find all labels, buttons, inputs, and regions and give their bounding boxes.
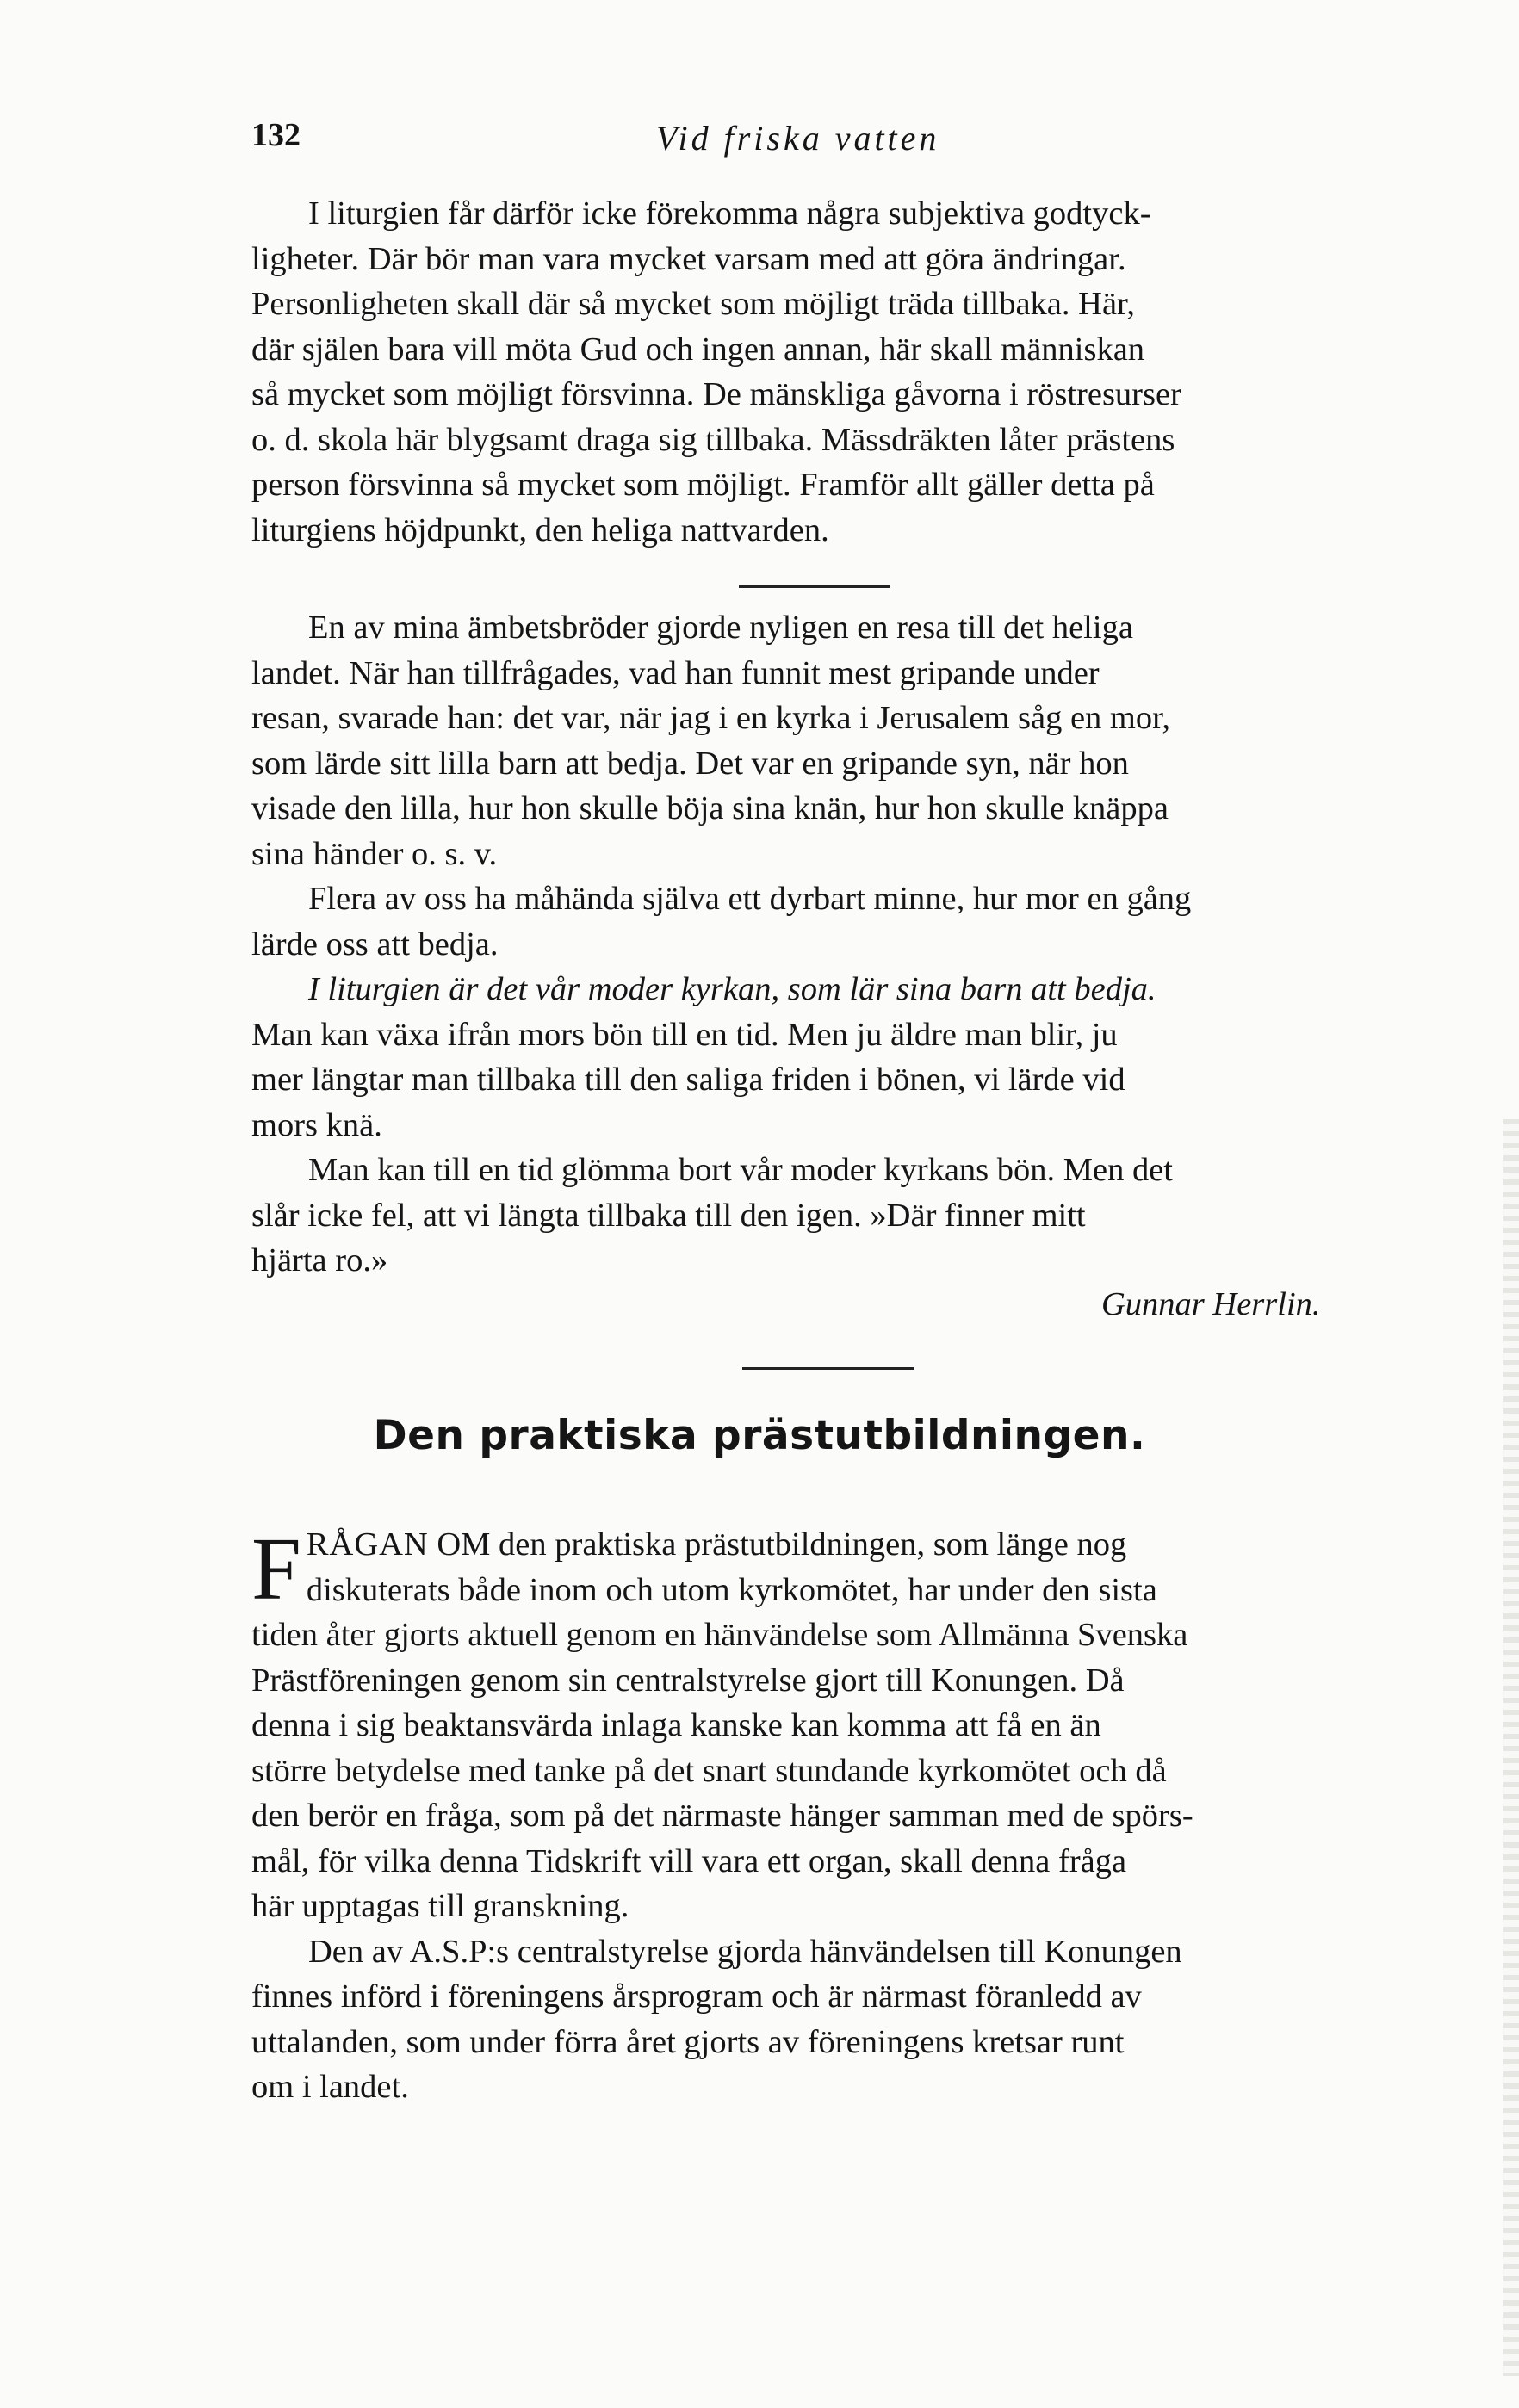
text-line: mer längtar man tillbaka till den saliga friden i bönen, vi lärde vid [251, 1062, 1125, 1098]
article-prayer [251, 605, 1427, 1284]
text-line: sina händer o. s. v. [251, 835, 498, 872]
text-line: den berör en fråga, som på det närmaste hänger samman med de spörs- [251, 1798, 1194, 1834]
text-line: så mycket som möjligt försvinna. De mänskliga gåvorna i röstresurser [251, 376, 1181, 412]
text-line: visade den lilla, hur hon skulle böja sina knän, hur hon skulle knäppa [251, 790, 1169, 826]
page-header [251, 116, 1371, 168]
text-line: lärde oss att bedja. [251, 925, 499, 963]
text-line: liturgiens höjdpunkt, den heliga nattvarden. [251, 511, 829, 548]
page-number: 132 [251, 117, 301, 153]
text-line: mål, för vilka denna Tidskrift vill vara ett organ, skall denna fråga [251, 1842, 1127, 1879]
section-divider [739, 585, 890, 588]
text-line: större betydelse med tanke på det snart stundande kyrkomötet och då [251, 1752, 1167, 1789]
author-signature: Gunnar Herrlin. [1101, 1286, 1321, 1322]
text-line: o. d. skola här blygsamt draga sig tillbaka. Mässdräkten låter prästens [251, 421, 1175, 458]
text-line: Man kan till en tid glömma bort vår moder kyrkans bön. Men det [308, 1152, 1174, 1188]
text-line-italic: I liturgien är det vår moder kyrkan, som lär sina barn att bedja. [308, 971, 1156, 1007]
drop-cap: F [251, 1520, 301, 1619]
article-liturgy-paragraph [251, 191, 1427, 553]
text-line: hjärta ro.» [251, 1242, 388, 1278]
text-line: landet. När han tillfrågades, vad han funnit mest gripande under [251, 654, 1100, 691]
text-line: diskuterats både inom och utom kyrkomötet, har under den sista [306, 1571, 1157, 1608]
section-heading: Den praktiska prästutbildningen. [373, 1412, 1146, 1459]
text-line: Den av A.S.P:s centralstyrelse gjorda hänvändelsen till Konungen [308, 1933, 1182, 1970]
text-line: Personligheten skall där så mycket som möjligt träda tillbaka. Här, [251, 286, 1135, 322]
text-line: som lärde sitt lilla barn att bedja. Det var en gripande syn, när hon [251, 745, 1129, 782]
first-word: RÅGAN [306, 1526, 429, 1563]
text-line: mors knä. [251, 1106, 382, 1143]
article-priest-training [251, 1522, 1427, 2110]
text-line: resan, svarade han: det var, när jag i en kyrka i Jerusalem såg en mor, [251, 700, 1171, 736]
text-line: om i landet. [251, 2069, 409, 2105]
text-line: I liturgien får därför icke förekomma några subjektiva godtyck- [308, 195, 1151, 232]
text-line: uttalanden, som under förra året gjorts av föreningens kretsar runt [251, 2023, 1125, 2060]
text-line: person försvinna så mycket som möjligt. Framför allt gäller detta på [251, 467, 1155, 503]
text-line: Flera av oss ha måhända själva ett dyrbart minne, hur mor en gång [308, 881, 1192, 917]
section-divider [742, 1367, 914, 1370]
text-line: En av mina ämbetsbröder gjorde nyligen en resa till det heliga [308, 610, 1133, 646]
scan-edge-shadow [1504, 1119, 1519, 2376]
text-line: tiden åter gjorts aktuell genom en hänvändelse som Allmänna Svenska [251, 1617, 1188, 1653]
text-line: Prästföreningen genom sin centralstyrelse gjort till Konungen. Då [251, 1662, 1125, 1699]
text-line: Man kan växa ifrån mors bön till en tid. Men ju äldre man blir, ju [251, 1016, 1118, 1053]
text-line: slår icke fel, att vi längta tillbaka till den igen. »Där finner mitt [251, 1197, 1086, 1234]
text-line: ligheter. Där bör man vara mycket varsam med att göra ändringar. [251, 240, 1126, 277]
text-line: där själen bara vill möta Gud och ingen annan, här skall människan [251, 331, 1145, 368]
text-line: finnes införd i föreningens årsprogram och är närmast föranledd av [251, 1978, 1142, 2015]
text-line: OM den praktiska prästutbildningen, som länge nog [428, 1526, 1127, 1563]
running-title: Vid friska vatten [656, 119, 940, 158]
text-line: här upptagas till granskning. [251, 1888, 629, 1924]
text-line: denna i sig beaktansvärda inlaga kanske kan komma att få en än [251, 1707, 1101, 1743]
